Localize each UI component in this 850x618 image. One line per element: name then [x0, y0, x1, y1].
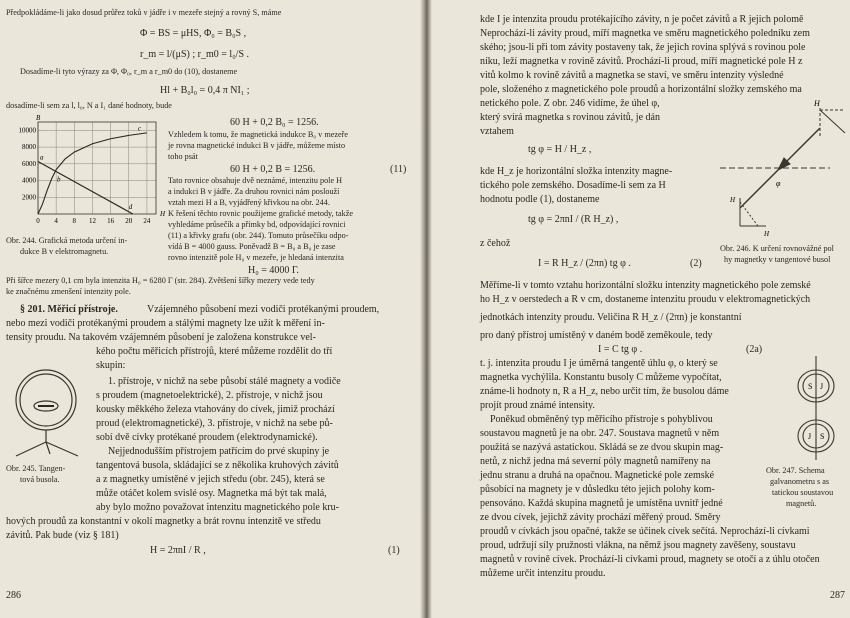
- y-tick-label: 4000: [22, 176, 36, 185]
- left-text-line: tangentová busola, skládající se z několika kruhových závitů: [96, 460, 339, 471]
- series-line-1: [38, 161, 133, 214]
- left-text-line: r_m = l/(μS) ; r_m0 = l₀/S .: [140, 49, 250, 60]
- right-text-line: projít proud známé intensity.: [480, 400, 595, 411]
- right-text-line: pole, složeného z magnetického pole proudů a horizontální složky zemského ma: [480, 84, 802, 95]
- right-text-line: tg φ = H / H_z ,: [528, 144, 592, 155]
- left-text-line: proud (elektromagnetické), 3. přístroje, v nichž na sebe pů-: [96, 418, 333, 429]
- left-text-line: vztah mezi H a B, vyjádřený křivkou na obr. 244.: [168, 198, 330, 207]
- left-text-line: kého počtu měřicích přístrojů, které můžeme rozdělit do tří: [96, 346, 333, 357]
- left-text-line: vídá B = 4000 gauss. Poněvadž B = B₀ a B₀ je zase: [168, 242, 336, 251]
- right-text-line: magnetka vychýlila. Konstantu busoly C můžeme vypočítat,: [480, 372, 722, 383]
- figure-244-chart: [6, 112, 166, 230]
- left-text-line: Hl + B₀l₀ = 0,4 π NI₁ ;: [160, 85, 250, 96]
- right-text-line: tg φ = 2πnI / (R H_z) ,: [528, 214, 619, 225]
- right-text-line: kde H_z je horizontální složka intenzity magne-: [480, 166, 673, 177]
- left-text-line: kousky měkkého železa vtahovány do cívek, jimiž prochází: [96, 404, 335, 415]
- right-text-line: níku, leží magnetka v rovině závitů. Prochází-li proud, míří magnetické pole H z: [480, 56, 803, 67]
- left-text-line: 60 H + 0,2 B = 1256.: [230, 164, 316, 175]
- right-text-line: použitá se nazývá astatickou. Skládá se ze dvou skupin mag-: [480, 442, 724, 453]
- svg-text:H: H: [764, 230, 770, 238]
- right-text-line: I = C tg φ .: [598, 344, 643, 355]
- right-text-line: můžeme určit intenzitu proudu.: [480, 568, 606, 579]
- right-text-line: Měříme-li v tomto vztahu horizontální složku intenzity magnetického pole zemské: [480, 280, 811, 291]
- book-gutter: [420, 0, 432, 618]
- right-text-line: magnetů v rovině cívek. Prochází-li cívkami proud, magnety se otočí a z úhlu otočen: [480, 554, 820, 565]
- left-text-line: Obr. 244. Grafická metoda určení in-: [6, 236, 128, 245]
- y-tick-label: 8000: [22, 143, 36, 152]
- right-text-line: pro daný přístroj umístěný v daném bodě zeměkoule, tedy: [480, 330, 713, 341]
- right-text-line: netů, z nichž jedna má severní póly magnetů namířeny na: [480, 456, 711, 467]
- left-text-line: může otáčet kolem svislé osy. Magnetka má být tak malá,: [96, 488, 327, 499]
- svg-text:J: J: [820, 382, 824, 391]
- right-text-line: známe-li hodnoty n, R a H_z, nebo určit tím, že busolou dáme: [480, 386, 729, 397]
- plot-frame: [38, 122, 156, 214]
- left-text-line: hových proudů za konstantní v okolí magnetky a brát rovnu intenzitě ve středu: [6, 516, 321, 527]
- x-tick-label: 16: [107, 217, 115, 225]
- right-text-line: tického pole zemského. Dosadíme-li sem za H: [480, 180, 666, 191]
- figure-245-tangent-galvanometer: [6, 362, 88, 462]
- svg-text:H: H: [814, 99, 820, 108]
- right-page-number: 287: [830, 590, 845, 601]
- right-text-line: jednu stranu a druhá na opačnou. Magnetické pole zemské: [480, 470, 715, 481]
- left-text-line: H₀ = 4000 Γ.: [248, 265, 299, 276]
- y-tick-label: 6000: [22, 159, 36, 168]
- x-tick-label: 24: [143, 217, 151, 225]
- left-text-line: aby bylo možno považovat intenzitu magnetického pole kru-: [96, 502, 339, 513]
- left-text-line: Φ = BS = μHS, Φ₀ = B₀S ,: [140, 28, 247, 39]
- left-text-line: dosadíme-li sem za l, l₀, N a I₁ dané hodnoty, bude: [6, 101, 172, 110]
- left-text-line: vyhledáme průsečík a přímky bd, odpovídající rovnici: [168, 220, 346, 229]
- left-text-line: rovno intenzitě pole H₀ v mezeře, je hledaná intenzita: [168, 253, 344, 262]
- right-text-line: t. j. intenzita proudu I je úměrná tangentě úhlu φ, o který se: [480, 358, 718, 369]
- y-axis-label: B: [36, 114, 41, 122]
- left-text-line: Předpokládáme-li jako dosud průřez toků v jádře i v mezeře stejný a rovný S, máme: [6, 8, 282, 17]
- point-label: d: [128, 202, 133, 211]
- svg-text:J: J: [808, 432, 812, 441]
- left-text-line: (11) a křivky grafu (obr. 244). Tomuto průsečíku odpo-: [168, 231, 349, 240]
- x-tick-label: 12: [88, 217, 96, 225]
- right-text-line: soustavou magnetů je na obr. 247. Soustava magnetů v něm: [480, 428, 720, 439]
- left-text-line: Vzhledem k tomu, že magnetická indukce B₀ v mezeře: [168, 130, 348, 139]
- left-text-line: s proudem (magnetoelektrické), 2. přístroje, v nichž jsou: [96, 390, 323, 401]
- right-text-line: jednotkách intenzity proudu. Veličina R H_z / (2πn) je konstantní: [480, 312, 742, 323]
- right-text-line: Poněkud obměněný typ měřicího přístroje s pohyblivou: [490, 414, 713, 425]
- left-text-line: ke značnému zmenšení intenzity pole.: [6, 287, 131, 296]
- right-text-line: vitů kolmo k rovině závitů a magnetka se staví, ve směru intenzity výsledné: [480, 70, 784, 81]
- right-text-line: působící na magnety je v důsledku této jejich polohy kom-: [480, 484, 715, 495]
- right-page: [428, 0, 850, 618]
- svg-text:φ: φ: [776, 179, 781, 188]
- right-text-line: galvanometru s as: [770, 477, 830, 486]
- right-text-line: (2): [690, 258, 702, 269]
- left-text-line: závitů. Pak bude (viz § 181): [6, 530, 119, 541]
- x-axis-label: H: [160, 210, 166, 218]
- right-text-line: I = R H_z / (2πn) tg φ .: [538, 258, 631, 269]
- left-text-line: Dosadíme-li tyto výrazy za Φ, Φ₀, r_m a r_m0 do (10), dostaneme: [20, 67, 238, 76]
- right-text-line: magnetů.: [786, 499, 817, 508]
- left-text-line: tová busola.: [20, 475, 60, 484]
- right-text-line: proudů v cívkách jsou opačné, takže se účinek cívek sečítá. Neprochází-li cívkami: [480, 526, 810, 537]
- right-text-line: který svírá magnetka s rovinou závitů, je dán: [480, 112, 660, 123]
- left-text-line: tensity proudu. Na takovém vzájemném působení je založena konstrukce vel-: [6, 332, 316, 343]
- x-tick-label: 4: [54, 217, 58, 225]
- x-tick-label: 0: [36, 217, 40, 225]
- right-text-line: pensováno. Každá skupina magnetů je umístěna uvnitř jedné: [480, 498, 723, 509]
- left-page-number: 286: [6, 590, 21, 601]
- right-text-line: Obr. 246. K určení rovnovážné pol: [720, 244, 834, 253]
- left-text-line: Obr. 245. Tangen-: [6, 464, 66, 473]
- left-text-line: H = 2πnI / R ,: [150, 545, 206, 556]
- x-tick-label: 8: [72, 217, 77, 225]
- left-text-line: K řešení těchto rovnic použijeme grafické metody, takže: [168, 209, 353, 218]
- right-text-line: ského; jsou-li při tom závity postaveny tak, že jejich rovina splývá s rovinou pole: [480, 42, 806, 53]
- left-text-line: Tato rovnice obsahuje dvě neznámé, intenzitu pole H: [168, 176, 343, 185]
- left-text-line: skupin:: [96, 360, 126, 371]
- right-text-line: Neprochází-li závity proud, míří magnetka ve směru magnetického poledníku zem: [480, 28, 810, 39]
- left-text-line: 60 H + 0,2 B₀ = 1256.: [230, 117, 319, 128]
- svg-text:S: S: [820, 432, 825, 441]
- right-text-line: tatickou soustavou: [772, 488, 834, 497]
- left-text-line: (1): [388, 545, 400, 556]
- left-text-line: toho psát: [168, 152, 198, 161]
- left-text-line: a indukci B v jádře. Za druhou rovnici nám poslouží: [168, 187, 340, 196]
- right-text-line: proud, udržují síly pružnosti vlákna, na němž jsou magnety zavěšeny, soustavu: [480, 540, 796, 551]
- left-text-line: § 201. Měřicí přístroje.: [20, 304, 118, 315]
- right-text-line: vztahem: [480, 126, 514, 137]
- left-page: [0, 0, 424, 618]
- right-text-line: kde I je intenzita proudu protékajícího závity, n je počet závitů a R jejich polomě: [480, 14, 804, 25]
- left-text-line: je rovna magnetické indukci B v jádře, můžeme místo: [168, 141, 346, 150]
- left-text-line: a z magnetky umístěné v jejich středu (obr. 245), která se: [96, 474, 325, 485]
- right-text-line: Obr. 247. Schema: [766, 466, 825, 475]
- right-text-line: hodnotu podle (1), dostaneme: [480, 194, 600, 205]
- y-tick-label: 10000: [18, 126, 36, 135]
- svg-text:S: S: [808, 382, 813, 391]
- figure-247-astatic-galvanometer: [786, 356, 846, 462]
- point-label: c: [137, 124, 141, 133]
- y-tick-label: 2000: [22, 193, 36, 202]
- point-label: a: [40, 153, 44, 162]
- point-label: b: [57, 175, 61, 184]
- right-text-line: z čehož: [480, 238, 511, 249]
- left-text-line: nebo mezi vodiči protékanými proudem a stálými magnety lze užít k měření in-: [6, 318, 325, 329]
- left-text-line: Při šířce mezery 0,1 cm byla intenzita H₀ = 6280 Γ (str. 284). Zvětšení šířky mezery vede tedy: [6, 276, 315, 285]
- right-text-line: (2a): [746, 344, 763, 355]
- right-text-line: netického pole. Z obr. 246 vidíme, že úhel φ,: [480, 98, 660, 109]
- figure-246-diagram: [720, 98, 850, 240]
- left-text-line: Nejjednodušším přístrojem patřícím do prvé skupiny je: [108, 446, 330, 457]
- svg-text:H: H: [730, 196, 736, 204]
- left-text-line: 1. přístroje, v nichž na sebe působí stálé magnety a vodiče: [108, 376, 341, 387]
- right-text-line: ze dvou cívek, jejichž závity prochází měřený proud. Směry: [480, 512, 721, 523]
- right-text-line: hy magnetky v tangentové busol: [724, 255, 831, 264]
- left-text-line: dukce B v elektromagnetu.: [20, 247, 109, 256]
- left-text-line: Vzájemného působení mezi vodiči protékanými proudem,: [147, 304, 380, 315]
- x-tick-label: 20: [125, 217, 133, 225]
- right-text-line: ho H_z v oerstedech a R v cm, dostaneme intenzitu proudu v elektromagnetických: [480, 294, 811, 305]
- left-text-line: (11): [390, 164, 407, 175]
- left-text-line: sobí dvě cívky protékané proudem (elektrodynamické).: [96, 432, 318, 443]
